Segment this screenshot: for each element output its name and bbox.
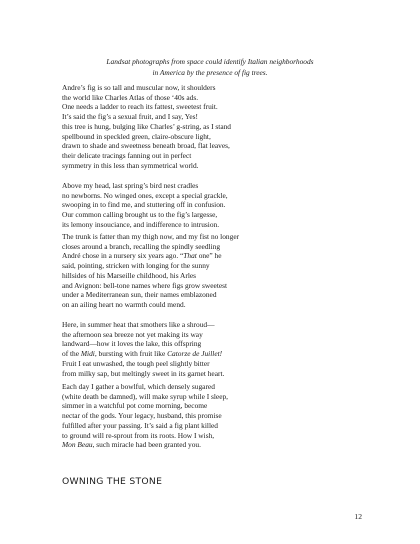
poem-line: fulfilled after your passing. It’s said a fig plant killed <box>62 420 218 430</box>
poem-line: Above my head, last spring’s bird nest cradles <box>62 181 199 190</box>
poem-line: hillsides of his Marseille childhood, his Arles <box>62 270 197 280</box>
poem-line: the afternoon sea breeze not yet making its way <box>62 329 203 339</box>
page-number: 12 <box>354 512 362 521</box>
epigraph-line: in America by the presence of fig trees. <box>152 67 268 77</box>
italic-phrase: Midi <box>80 349 95 359</box>
poem-line: the world like Charles Atlas of those ‘40s ads. <box>62 92 199 102</box>
poem-line: symmetry in this less than symmetrical world. <box>62 160 199 170</box>
poem-line: Mon Beau, such miracle had been granted you. <box>62 440 201 450</box>
epigraph-line: Landsat photographs from space could identify Italian neighborhoods <box>106 57 314 66</box>
poem-line: to ground will re-sprout from its roots. How I wish, <box>62 430 215 440</box>
epigraph <box>60 57 360 78</box>
section-heading: OWNING THE STONE <box>62 476 163 487</box>
poem-line: from milky sap, but meltingly sweet in its garnet heart. <box>62 368 225 378</box>
poem-line: swooping in to find me, and stuttering off in confusion. <box>62 200 226 210</box>
italic-phrase: Mon Beau <box>62 440 93 450</box>
poem-line: said, pointing, stricken with longing for the sunny <box>62 261 210 271</box>
poem-line: its lemony insouciance, and indifference to intrusion. <box>62 219 220 229</box>
poem-line: André chose in a nursery six years ago. “That one” he <box>62 251 222 261</box>
stanza-5 <box>62 382 362 450</box>
stanza-2 <box>62 181 362 230</box>
poem-line: The trunk is fatter than my thigh now, and my fist no longer <box>62 232 240 241</box>
poem-line: Our common calling brought us to the fig’s largesse, <box>62 210 218 220</box>
poem-line: drawn to shade and sweetness beneath broad, flat leaves, <box>62 141 230 151</box>
stanza-3 <box>62 232 362 310</box>
italic-phrase: That <box>183 251 197 261</box>
poem-line: closes around a branch, recalling the spindly seedling <box>62 241 221 251</box>
poem-line: landward—how it loves the lake, this offspring <box>62 339 202 349</box>
poem-line: no newborns. No winged ones, except a special grackle, <box>62 190 228 200</box>
poem-line: Andre’s fig is so tall and muscular now, it shoulders <box>62 83 216 92</box>
poem-line: Here, in summer heat that smothers like a shroud— <box>62 320 215 329</box>
poem-line: Fruit I eat unwashed, the tough peel slightly bitter <box>62 358 210 368</box>
poem-line: on an ailing heart no warmth could mend. <box>62 299 186 309</box>
poem-line: of the Midi, bursting with fruit like Catorze de Juillet! <box>62 349 223 359</box>
poem-line: nectar of the gods. Your legacy, husband, this promise <box>62 411 222 421</box>
stanza-4 <box>62 320 362 378</box>
poem-line: under a Mediterranean sun, their names emblazoned <box>62 290 217 300</box>
poem-line: and Avignon: bell-tone names where figs grow sweetest <box>62 280 228 290</box>
poem-line: Each day I gather a bowlful, which densely sugared <box>62 382 215 391</box>
poem-line: simmer in a watchful pot come morning, become <box>62 401 208 411</box>
poem-line: One needs a ladder to reach its fattest, sweetest fruit. <box>62 102 218 112</box>
poem-line: (white death be damned), will make syrup while I sleep, <box>62 391 229 401</box>
poem-line: spellbound in speckled green, claire-obscure light, <box>62 131 211 141</box>
poem-line: their delicate tracings fanning out in perfect <box>62 150 192 160</box>
stanza-1 <box>62 83 362 170</box>
italic-phrase: Catorze de Juillet! <box>167 349 223 359</box>
poem-line: this tree is hung, bulging like Charles’ g-string, as I stand <box>62 121 231 131</box>
poem-line: It’s said the fig’s a sexual fruit, and I say, Yes! <box>62 112 199 122</box>
